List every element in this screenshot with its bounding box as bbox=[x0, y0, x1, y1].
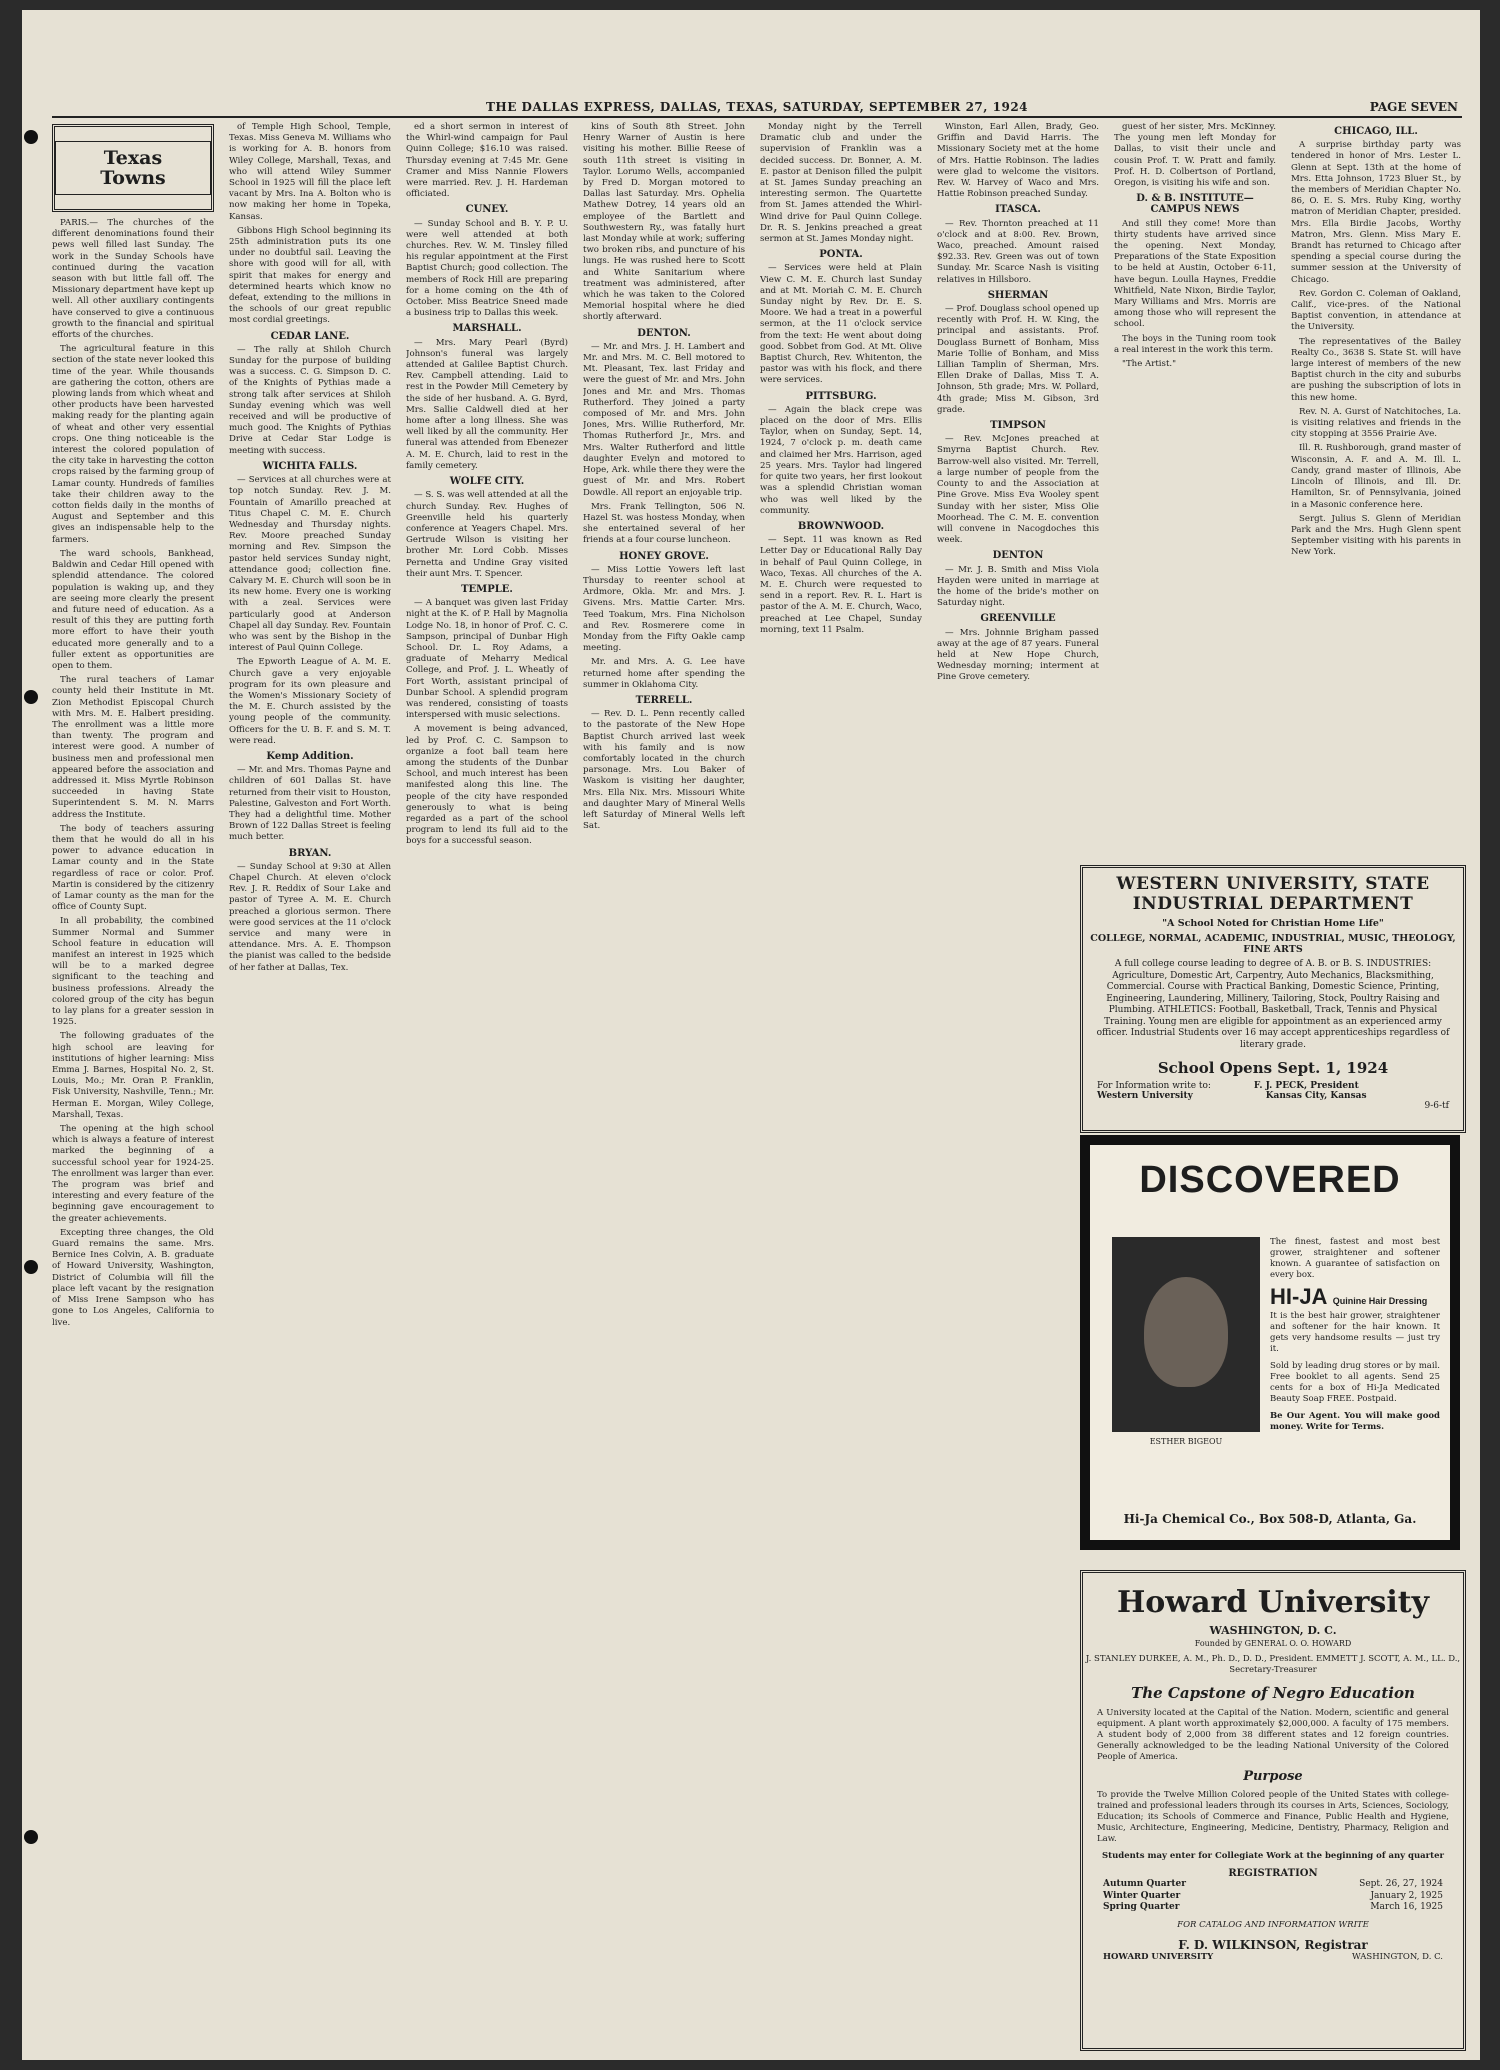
article-paragraph: The body of teachers assuring them that he would do all in his power to advance education in Lamar county and in the State regardless of race or color. Prof. Martin is considered by the citizenry of Lamar county as the man for the office of County Supt. bbox=[52, 823, 214, 913]
ad-opening: School Opens Sept. 1, 1924 bbox=[1157, 1059, 1389, 1077]
address-university: HOWARD UNIVERSITY bbox=[1103, 1951, 1214, 1962]
dateline-heading: TEMPLE. bbox=[461, 583, 513, 595]
quarter-name: Winter Quarter bbox=[1103, 1890, 1181, 1901]
page-number: PAGE SEVEN bbox=[1369, 100, 1458, 114]
article-column bbox=[229, 122, 391, 2047]
dateline-heading: PITTSBURG. bbox=[805, 390, 877, 402]
article-paragraph: of Temple High School, Temple, Texas. Miss Geneva M. Williams who is working for A. B. honors from Wiley College, Marshall, Texas, and who will attend Wiley Summer School in 1925 will fill the place left vacant by Mrs. Ina A. Bolton who is now making her home in Topeka, Kansas. bbox=[229, 122, 391, 222]
article-paragraph: Sergt. Julius S. Glenn of Meridian Park and the Mrs. Hugh Glenn spent September visiting with his parents in New York. bbox=[1291, 513, 1461, 558]
purpose-heading: Purpose bbox=[1243, 1769, 1303, 1784]
product-sub: Quinine Hair Dressing bbox=[1332, 1296, 1428, 1306]
purpose-text: To provide the Twelve Million Colored people of the United States with college-trained and professional leaders through its courses in Arts, Sciences, Sociology, Education; its Schools of Commerce and Finance, Public Health and Hygiene, Music, Architecture, Engineering, Medicine, Dentistry, Pharmacy, Religion and Law. bbox=[1097, 1790, 1449, 1844]
contact-label: For Information write to: bbox=[1097, 1081, 1211, 1091]
article-paragraph: — Rev. Thornton preached at 11 o'clock and at 8:00. Rev. Brown, Waco, preached. Amount raised $92.33. Rev. Green was out of town Sunday. Mr. Scarce Nash is visiting relatives in Hillsboro. bbox=[937, 218, 1099, 285]
dateline-heading: HONEY GROVE. bbox=[619, 550, 709, 562]
article-paragraph: PARIS.— The churches of the different denominations found their pews well filled last Sunday. The work in the Sunday Schools have continued during the vacation season with but little fall off. The Missionary department have kept up well. All other auxiliary contingents have conserved to give a continuous growth to the financial and spiritual efforts of the churches. bbox=[52, 218, 214, 341]
dateline-heading: CEDAR LANE. bbox=[270, 330, 350, 342]
ad-title: WESTERN UNIVERSITY, STATE INDUSTRIAL DEPARTMENT bbox=[1116, 874, 1430, 914]
dateline-heading: GREENVILLE bbox=[980, 613, 1056, 625]
article-paragraph: The ward schools, Bankhead, Baldwin and Cedar Hill opened with splendid attendance. The colored population is waking up, and they are seeing more clearly the present and future need of education. As a result of this they are putting forth more effort to have their youth educated more generally and to a fuller extent as opportunities are open to them. bbox=[52, 548, 214, 671]
dateline-heading: BRYAN. bbox=[288, 847, 332, 859]
dateline-heading: PONTA. bbox=[819, 249, 863, 261]
tagline: The Capstone of Negro Education bbox=[1131, 1684, 1415, 1702]
university-description: A University located at the Capital of the Nation. Modern, scientific and general equipment. A plant worth approximately $2,000,000. A faculty of 175 members. A student body of 2,000 from 38 different states and 12 foreign countries. Generally acknowledged to be the leading National University of the Colored People of America. bbox=[1097, 1708, 1449, 1762]
article-paragraph: A surprise birthday party was tendered in honor of Mrs. Lester L. Glenn at Sept. 13th at the home of Mrs. Etta Johnson, 1723 Bluer St., by the members of Meridian Chapter No. 86, O. E. S. Mrs. Ruby King, worthy matron of Meridian Chapter, presided. Mrs. Ella Birdie Jacobs, Worthy Matron, Mrs. Glenn. Miss Mary E. Brandt has returned to Chicago after spending a special course during the summer session at the University of Chicago. bbox=[1291, 140, 1461, 285]
dateline-heading: MARSHALL. bbox=[452, 323, 522, 335]
dateline-heading: SHERMAN bbox=[987, 289, 1049, 301]
article-column bbox=[760, 122, 922, 2047]
article-paragraph: kins of South 8th Street. John Henry Warner of Austin is here visiting his mother. Billie Reese of south 11th street is visiting in Taylor. Lorumo Wells, accompanied by Fred D. Morgan motored to Dallas last Saturday. Mrs. Ophelia Mathew Dotrey, 14 years old an employee of the Bartlett and Southwestern Ry., was fatally hurt last Monday while at work; suffering two broken ribs, and puncture of his lungs. He was rushed here to Scott and White Sanitarium where treatment was administered, after which he was taken to the Colored Memorial hospital where he died shortly afterward. bbox=[583, 122, 745, 323]
article-paragraph: Gibbons High School beginning its 25th administration puts its one under no doubtful sail. Leaving the shore with good will for all, with spirit that makes for energy and determined hearts which know no defeat, extending to the millions in the schools of our great republic most cordial greetings. bbox=[229, 225, 391, 326]
article-paragraph: — Sunday School at 9:30 at Allen Chapel Church. At eleven o'clock Rev. J. R. Reddix of Sour Lake and pastor of Tyree A. M. E. Church preached a glorious sermon. There were good services at the 11 o'clock service and many were in attendance. Mrs. A. E. Thompson the pianist was called to the bedside of her father at Dallas, Tex. bbox=[229, 861, 391, 973]
dateline-heading: TERRELL. bbox=[635, 694, 693, 706]
university-city: WASHINGTON, D. C. bbox=[1209, 1624, 1337, 1637]
article-paragraph: — A banquet was given last Friday night at the K. of P. Hall by Magnolia Lodge No. 18, in honor of Prof. C. C. Sampson, principal of Dunbar High School. Dr. L. Roy Adams, a graduate of Meharry Medical College, and Prof. J. L. Wheatly of Fort Worth, assistant principal of Dunbar School. A splendid program was rendered, consisting of toasts interspersed with music selections. bbox=[406, 598, 568, 721]
article-column bbox=[1291, 122, 1461, 842]
article-paragraph: The following graduates of the high school are leaving for institutions of higher learning: Miss Emma J. Barnes, Hospital No. 2, St. Louis, Mo.; Mr. Oran P. Franklin, Fisk University, Nashville, Tenn.; Mr. Herman E. Morgan, Wiley College, Marshall, Texas. bbox=[52, 1031, 214, 1120]
article-paragraph: In all probability, the combined Summer Normal and Summer School feature in education will manifest an interest in 1925 which will be to a marked degree significant to the teaching and business professions. Already the colored group of the city has begun to lay plans for a greater session in 1925. bbox=[52, 916, 214, 1028]
article-paragraph: The representatives of the Bailey Realty Co., 3638 S. State St. will have large interest of members of the new Baptist church in the city and suburbs are pushing the subscription of lots in this new home. bbox=[1291, 336, 1461, 403]
article-paragraph: A movement is being advanced, led by Prof. C. C. Sampson to organize a foot ball team here among the students of the Dunbar School, and much interest has been manifested along this line. The people of the city have responded generously to what is being regarded as a part of the school program to lend its full aid to the boys for a successful season. bbox=[406, 724, 568, 847]
catalog-line: FOR CATALOG AND INFORMATION WRITE bbox=[1177, 1919, 1369, 1930]
article-paragraph: "The Artist." bbox=[1122, 359, 1177, 370]
article-paragraph: The boys in the Tuning room took a real interest in the work this term. bbox=[1114, 333, 1276, 355]
product-text: It is the best hair grower, straightener and softener for the hair known. It gets very handsome results — just try it. bbox=[1270, 1311, 1440, 1354]
ad-fields: COLLEGE, NORMAL, ACADEMIC, INDUSTRIAL, MUSIC, THEOLOGY, FINE ARTS bbox=[1090, 933, 1456, 955]
binding-hole bbox=[24, 690, 38, 704]
newspaper-page bbox=[22, 10, 1480, 2060]
portrait-photo bbox=[1112, 1237, 1260, 1432]
contact-city: Kansas City, Kansas bbox=[1265, 1091, 1367, 1101]
article-column bbox=[583, 122, 745, 2047]
masthead-title: THE DALLAS EXPRESS, DALLAS, TEXAS, SATURDAY, SEPTEMBER 27, 1924 bbox=[485, 100, 1029, 114]
dateline-heading: WICHITA FALLS. bbox=[262, 460, 358, 472]
ad-motto: "A School Noted for Christian Home Life" bbox=[1162, 918, 1384, 929]
article-paragraph: — Sept. 11 was known as Red Letter Day or Educational Rally Day in behalf of Paul Quinn College, in Waco, Texas. All churches of the A. M. E. Church were requested to send in a report. Rev. R. L. Hart is pastor of the A. M. E. Church, Waco, preached at Lee Chapel, Sunday morning, text 11 Psalm. bbox=[760, 535, 922, 635]
article-paragraph: The agricultural feature in this section of the state never looked this time of the year. While thousands are gathering the cotton, others are plowing lands from which wheat and other products have been harvested making ready for the planting again of wheat and other very essential crops. One thing noticeable is the interest the colored population of the city take in harvesting the cotton crops raised by the farming group of Lamar county. Hundreds of families take their children away to the cotton fields daily in the months of August and September and this gives an indispensable help to the farmers. bbox=[52, 344, 214, 545]
article-paragraph: ed a short sermon in interest of the Whirl-wind campaign for Paul Quinn College; $16.10 was raised. Thursday evening at 7:45 Mr. Gene Cramer and Miss Nannie Flowers were married. Rev. J. H. Hardeman officiated. bbox=[406, 122, 568, 200]
article-paragraph: Mrs. Frank Tellington, 506 N. Hazel St. was hostess Monday, when she entertained several of her friends at a four course luncheon. bbox=[583, 501, 745, 546]
ad-code: 9-6-tf bbox=[1424, 1101, 1449, 1111]
article-paragraph: Winston, Earl Allen, Brady, Geo. Griffin and David Harris. The Missionary Society met at the home of Mrs. Hattie Robinson. The ladies were glad to welcome the visitors. Rev. W. Harvey of Waco and Mrs. Hattie Robinson preached Sunday. bbox=[937, 122, 1099, 200]
binding-hole bbox=[24, 1260, 38, 1274]
article-paragraph: — Mrs. Johnnie Brigham passed away at the age of 87 years. Funeral held at New Hope Church, Wednesday morning; interment at Pine Grove cemetery. bbox=[937, 627, 1099, 683]
agents-wanted: Be Our Agent. You will make good money. Write for Terms. bbox=[1270, 1411, 1440, 1432]
article-paragraph: Mr. and Mrs. A. G. Lee have returned home after spending the summer in Oklahoma City. bbox=[583, 657, 745, 690]
dateline-heading: Kemp Addition. bbox=[266, 750, 354, 762]
article-column bbox=[937, 122, 1099, 2047]
dateline-heading: ITASCA. bbox=[995, 204, 1041, 216]
quarter-row bbox=[1103, 1902, 1443, 1914]
article-paragraph: — Rev. D. L. Penn recently called to the pastorate of the New Hope Baptist Church arrived last week with his family and is now comfortably located in the church parsonage. Mrs. Lou Baker of Waskom is visiting her daughter, Mrs. Ella Nix. Mrs. Missouri White and daughter Mary of Mineral Wells left Saturday of Mineral Wells left Sat. bbox=[583, 709, 745, 832]
contact-place: Western University bbox=[1097, 1091, 1193, 1101]
quarter-date: Sept. 26, 27, 1924 bbox=[1359, 1879, 1443, 1889]
portrait-face bbox=[1144, 1277, 1228, 1387]
binding-hole bbox=[24, 1830, 38, 1844]
howard-university-ad bbox=[1080, 1570, 1466, 2051]
dateline-heading: D. & B. INSTITUTE—CAMPUS NEWS bbox=[1136, 193, 1254, 216]
quarter-row bbox=[1103, 1879, 1443, 1891]
quarter-name: Spring Quarter bbox=[1103, 1902, 1180, 1912]
article-paragraph: — The rally at Shiloh Church Sunday for the purpose of building was a success. C. G. Simpson D. C. of the Knights of Pythias made a strong talk after services at Shiloh Sunday evening which was well received and will be productive of much good. The Knights of Pythias Drive at Cedar Star Lodge is meeting with success. bbox=[229, 344, 391, 456]
dateline-heading: WOLFE CITY. bbox=[449, 476, 525, 488]
quarter-date: March 16, 1925 bbox=[1370, 1902, 1443, 1912]
article-paragraph: — Again the black crepe was placed on the door of Mrs. Ellis Taylor, when on Sunday, Sept. 14, 1924, 7 o'clock p. m. death came and claimed her Mrs. Harrison, aged 25 years. Mrs. Taylor had lingered for quite two years, her first lookout was a splendid Christian woman who was well liked by the community. bbox=[760, 404, 922, 516]
article-paragraph: — Miss Lottie Yowers left last Thursday to reenter school at Ardmore, Okla. Mr. and Mrs. J. Givens. Mrs. Mattie Carter. Mrs. Teed Toakum, Mrs. Fina Nicholson and Rev. Rosmerere come in Monday from the Fifty Oakle camp meeting. bbox=[583, 564, 745, 654]
article-paragraph: — Mr. and Mrs. J. H. Lambert and Mr. and Mrs. M. C. Bell motored to Mt. Pleasant, Tex. last Friday and were the guest of Mr. and Mrs. John Jones and Mr. and Mrs. Thomas Rutherford. They joined a party composed of Mr. and Mrs. John Jones, Mrs. Willie Rutherford, Mr. Thomas Rutherford Jr., Mrs. and Mrs. Walter Rutherford and little daughter Evelyn and motored to Hope, Ark. while there they were the guest of Mr. and Mrs. Robert Dowdle. All report an enjoyable trip. bbox=[583, 341, 745, 498]
portrait-caption: ESTHER BIGEOU bbox=[1149, 1437, 1223, 1446]
founder: Founded by GENERAL O. O. HOWARD bbox=[1194, 1639, 1352, 1648]
section-heading-box bbox=[52, 124, 214, 212]
product-name bbox=[1270, 1284, 1440, 1309]
dateline-heading: BROWNWOOD. bbox=[797, 520, 885, 532]
ad-copy bbox=[1270, 1237, 1440, 1433]
article-paragraph: The Epworth League of A. M. E. Church gave a very enjoyable program for its own pleasure and the Women's Missionary Society of the M. E. Church assisted by the young people of the community. Officers for the U. B. F. and S. M. T. were read. bbox=[229, 657, 391, 746]
contact-name: F. J. PECK, President bbox=[1253, 1081, 1359, 1091]
article-paragraph: Excepting three changes, the Old Guard remains the same. Mrs. Bernice Ines Colvin, A. B. graduate of Howard University, Washington, District of Columbia will fill the place left vacant by the resignation of Miss Irene Sampson who has gone to Los Angeles, California to live. bbox=[52, 1227, 214, 1328]
registrar: F. D. WILKINSON, Registrar bbox=[1178, 1937, 1368, 1952]
ad-lead: The finest, fastest and most best grower, straightener and softener known. A guarantee of satisfaction on every box. bbox=[1270, 1237, 1440, 1280]
article-paragraph: — Prof. Douglass school opened up recently with Prof. H. W. King, the principal and assistants. Prof. Douglass Burnett of Bonham, Miss Marie Tollie of Bonham, and Miss Lillian Tamplin of Sherman, Mrs. Ellen Drake of Dallas, Miss T. A. Johnson, 5th grade; Mrs. W. Pollard, 4th grade; Miss M. Gibson, 3rd grade. bbox=[937, 304, 1099, 415]
university-name: Howard University bbox=[1116, 1585, 1430, 1620]
article-paragraph: — S. S. was well attended at all the church Sunday. Rev. Hughes of Greenville held his quarterly conference at Yeagers Chapel. Mrs. Gertrude Wilson is visiting her brother Mr. Lord Cobb. Misses Pernetta and Undine Gray visited their aunt Mrs. T. Spencer. bbox=[406, 490, 568, 579]
article-paragraph: guest of her sister, Mrs. McKinney. The young men left Monday for Dallas, to visit their uncle and cousin Prof. T. W. Pratt and family. Prof. H. D. Colbertson of Portland, Oregon, is visiting his wife and son. bbox=[1114, 122, 1276, 189]
dateline-heading: DENTON bbox=[992, 550, 1044, 562]
article-paragraph: — Sunday School and B. Y. P. U. were well attended at both churches. Rev. W. M. Tinsley filled his regular appointment at the First Baptist Church; good collection. The members of Rock Hill are preparing for a home coming on the 4th of October. Miss Beatrice Sneed made a business trip to Dallas this week. bbox=[406, 218, 568, 319]
hija-discovered-ad bbox=[1080, 1135, 1460, 1550]
dateline-heading: CHICAGO, ILL. bbox=[1334, 126, 1418, 137]
article-paragraph: — Mrs. Mary Pearl (Byrd) Johnson's funeral was largely attended at Galilee Baptist Church. Rev. Campbell attending. Laid to rest in the Powder Mill Cemetery by the side of her husband. A. G. Byrd, Mrs. Sallie Caldwell died at her home after a long illness. She was well liked by all the community. Her funeral was attended from Ebenezer A. M. E. Church, laid to rest in the family cemetery. bbox=[406, 337, 568, 471]
article-column bbox=[1114, 122, 1276, 842]
article-paragraph: — Services at all churches were at top notch Sunday. Rev. J. M. Fountain of Amarillo preached at Titus Chapel C. M. E. Church Wednesday and Thursday nights. Rev. Moore preached Sunday morning and Rev. Simpson the pastor held services Sunday night, attendance good; collection fine. Calvary M. E. Church will soon be in its new home. Every one is working with a zeal. Services were particularly good at Anderson Chapel all day Sunday. Rev. Fountain who was sent by the Bishop in the interest of Paul Quinn College. bbox=[229, 475, 391, 654]
article-paragraph: Rev. Gordon C. Coleman of Oakland, Calif., vice-pres. of the National Baptist convention, in attendance at the University. bbox=[1291, 288, 1461, 333]
ad-headline: DISCOVERED bbox=[1139, 1159, 1401, 1201]
article-paragraph: The opening at the high school which is always a feature of interest marked the beginning of a successful school year for 1924-25. The enrollment was larger than ever. The program was brief and interesting and every feature of the beginning gave encouragement to the greater achievements. bbox=[52, 1124, 214, 1224]
officers: J. STANLEY DURKEE, A. M., Ph. D., D. D., President. EMMETT J. SCOTT, A. M., LL. D., Secretary-Treasurer bbox=[1085, 1654, 1461, 1675]
section-heading: Texas Towns bbox=[55, 141, 211, 195]
article-column bbox=[52, 122, 214, 2047]
company-name: Hi-Ja Chemical Co., Box 508-D, Atlanta, Ga. bbox=[1123, 1512, 1417, 1526]
product-label: HI-JA bbox=[1270, 1284, 1327, 1309]
address-row bbox=[1103, 1952, 1443, 1964]
ad-description: A full college course leading to degree of A. B. or B. S. INDUSTRIES: Agriculture, Domestic Art, Carpentry, Auto Mechanics, Blacksmithing, Commercial. Course with Practical Banking, Domestic Science, Printing, Engineering, Laundering, Millinery, Tailoring, Stock, Poultry Raising and Plumbing. ATHLETICS: Football, Basketball, Track, Tennis and Physical Training. Young men are eligible for appointment as an experienced army officer. Industrial Students over 16 may accept apprenticeships regardless of literary grade. bbox=[1096, 959, 1450, 1050]
article-paragraph: — Services were held at Plain View C. M. E. Church last Sunday and at Mt. Moriah C. M. E. Church Sunday night by Rev. Dr. E. S. Moore. We had a treat in a powerful sermon, at the 11 o'clock service from the text: He went about doing good. Sobbet from God. At Mt. Olive Baptist Church, Rev. Whitenton, the pastor was with his flock, and there were services. bbox=[760, 263, 922, 386]
article-column bbox=[406, 122, 568, 2047]
article-paragraph: — Mr. and Mrs. Thomas Payne and children of 601 Dallas St. have returned from their visit to Houston, Palestine, Galveston and Fort Worth. They had a delightful time. Mother Brown of 122 Dallas Street is feeling much better. bbox=[229, 765, 391, 843]
article-paragraph: Ill. R. Rushborough, grand master of Wisconsin, A. F. and A. M. Ill. L. Candy, grand master of Illinois, Abe Lincoln of Illinois, and Ill. Dr. Hamilton, Sr. of Pennsylvania, joined in a Masonic conference here. bbox=[1291, 443, 1461, 510]
quarter-row bbox=[1103, 1891, 1443, 1903]
masthead bbox=[52, 98, 1462, 118]
dateline-heading: DENTON. bbox=[637, 327, 691, 339]
dateline-heading: TIMPSON bbox=[990, 420, 1046, 432]
agents-text: Sold by leading drug stores or by mail. Free booklet to all agents. Send 25 cents for a box of Hi-Ja Medicated Beauty Soap FREE. Postpaid. bbox=[1270, 1361, 1440, 1404]
ad-contact bbox=[1083, 1081, 1463, 1111]
dateline-heading: CUNEY. bbox=[465, 204, 509, 216]
address-city: WASHINGTON, D. C. bbox=[1351, 1951, 1443, 1962]
quarter-name: Autumn Quarter bbox=[1103, 1879, 1187, 1889]
article-paragraph: Rev. N. A. Gurst of Natchitoches, La. is visiting relatives and friends in the city stopping at 3556 Prairie Ave. bbox=[1291, 406, 1461, 440]
binding-hole bbox=[24, 130, 38, 144]
enter-text: Students may enter for Collegiate Work at the beginning of any quarter bbox=[1102, 1851, 1444, 1861]
article-paragraph: And still they come! More than thirty students have arrived since the opening. Next Monday, Preparations of the State Exposition to be held at Austin, October 6-11, have begun. Loulla Haynes, Freddie Whitfield, Nate Nixon, Birdie Taylor, Mary Williams and Mrs. Morris are among those who will represent the school. bbox=[1114, 218, 1276, 330]
article-paragraph: — Mr. J. B. Smith and Miss Viola Hayden were united in marriage at the home of the bride's mother on Saturday night. bbox=[937, 564, 1099, 609]
registration-heading: REGISTRATION bbox=[1228, 1868, 1318, 1879]
article-paragraph: — Rev. McJones preached at Smyrna Baptist Church. Rev. Barrow-well also visited. Mr. Terrell, a large number of people from the County to and the Association at Pine Grove. Miss Eva Wooley spent Sunday with her sister, Miss Olie Moorhead. The C. M. E. convention will convene in Nacogdoches this week. bbox=[937, 434, 1099, 546]
article-paragraph: Monday night by the Terrell Dramatic club and under the supervision of Franklin was a decided success. Dr. Bonner, A. M. E. pastor at Denison filled the pulpit at St. James Sunday preaching an interesting sermon. The Quartette from St. James attended the Whirl-Wind drive for Paul Quinn College. Dr. R. S. Jenkins preached a great sermon at St. James Monday night. bbox=[760, 122, 922, 245]
quarter-date: January 2, 1925 bbox=[1370, 1890, 1443, 1901]
article-paragraph: The rural teachers of Lamar county held their Institute in Mt. Zion Methodist Episcopal Church with Mrs. M. E. Halbert presiding. The enrollment was a little more than twenty. The program and interest were good. A number of business men and professional men appeared before the association and addressed it. Miss Myrtle Robinson succeeded in having State Superintendent S. M. N. Marrs address the Institute. bbox=[52, 675, 214, 820]
western-university-ad bbox=[1080, 865, 1466, 1133]
